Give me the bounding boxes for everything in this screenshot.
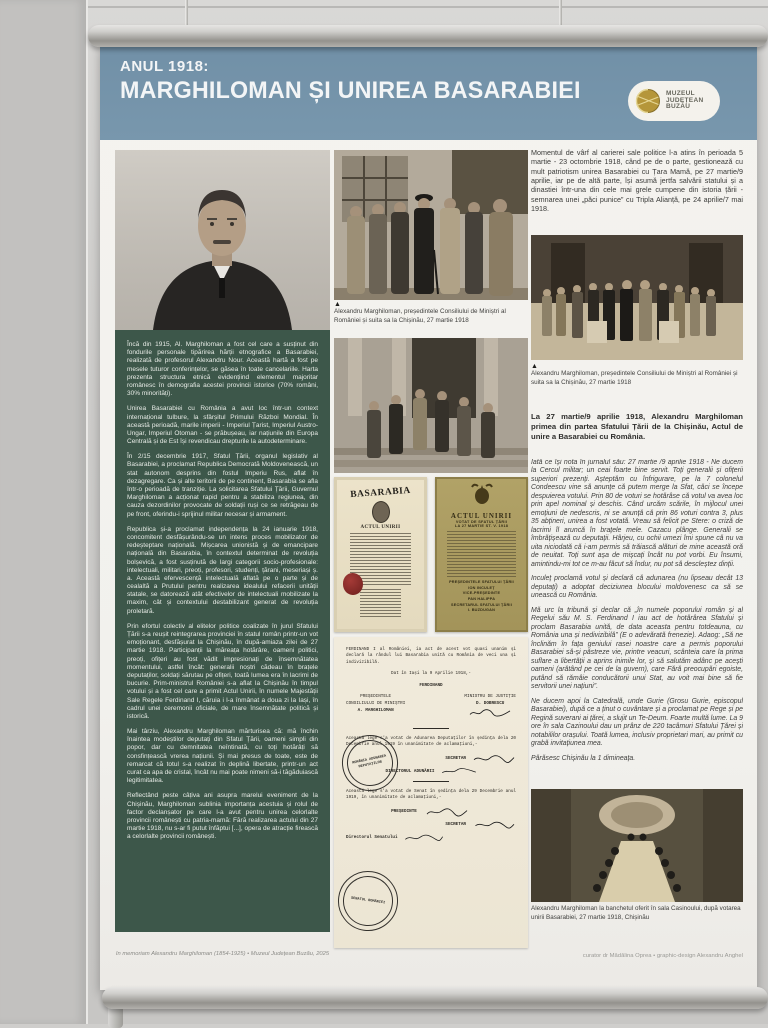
- logo-line: MUZEUL: [666, 89, 695, 97]
- journal-paragraph: Inculeț proclamă votul și declară că adunarea (nu lipseau decât 13 deputați) a adoptat deciziunea blocului moldovenesc ca să se unească cu România.: [531, 575, 743, 600]
- president-label: PREȘEDINTE: [391, 809, 417, 815]
- typed-law-document: [334, 637, 528, 948]
- signature-icon: [423, 807, 471, 817]
- logo-line: JUDEȚEAN: [666, 96, 704, 104]
- wall-seam-line: [0, 6, 768, 8]
- photo-caption-block: [334, 301, 528, 326]
- photo-group-on-steps: [334, 338, 528, 473]
- left-paragraph: Încă din 1915, Al. Marghiloman a fost cel care a susținut din fondurile personale tipărirea hărții etnografice a Basarabiei, realizată de profesorul Alexandru Nour. Această hartă a fost pe mesele tuturor conferințelor, se găsea în toate cancelariile. Harta prezenta structura etnică evidențiind elementul majoritar românesc în demografia acestei provincii istorice (70% români, 30% minorități).: [127, 341, 318, 398]
- footer-in-memoriam: In memoriam Alexandru Marghiloman (1854-1925) • Muzeul Județean Buzău, 2025: [115, 951, 330, 957]
- left-paragraph: Reflectând peste câțiva ani asupra marelui eveniment de la Chișinău, Marghiloman sublinia importanța acestuia și rolul de factor declanșator pe care l-a avut pentru unirea celorlalte provincii românești cu patria-mamă: Fără realizarea actului din 27 martie 1918, nu s-ar fi putut înfăptui [...], opera de atracție firească a celorlalte provincii românești.: [127, 792, 318, 841]
- actul-title: ACTUL UNIRII: [450, 512, 513, 520]
- photo-caption: Alexandru Marghiloman, președintele Consiliului de Miniștri al României și suita sa la Chișinău, 27 martie 1918: [334, 308, 506, 324]
- poster-title: MARGHILOMAN ȘI UNIREA BASARABIEI: [120, 77, 581, 104]
- king-signature-label: FERDINAND: [419, 682, 443, 688]
- signer-line: PREȘEDINTELE SFATULUI ȚĂRII: [449, 580, 514, 584]
- signer-line: VICE-PREȘEDINTE: [462, 591, 501, 596]
- hanging-rail-bottom: [102, 987, 768, 1009]
- left-paragraph: În 2/15 decembrie 1917, Sfatul Țării, organul legislativ al Basarabiei, a proclamat Republica Democrată Moldovenească, un stat autonom desprins din fostul Imperiu Rus, aflat în dezagregare. Ca și alte teritorii de pe continent, Basarabia se afla într-o perioadă de tranziție. La solicitarea Sfatului Țării, Guvernul Marghiloman a acționat rapid pentru a stabiliza regiunea, din cauza dezordinilor provocate de soldații ruși ce se retrăgeau de pe front, oferindu-i sprijinul militar necesar și armament.: [127, 453, 318, 518]
- green-text-panel: [115, 330, 330, 932]
- pm-signatory: [346, 694, 405, 722]
- journal-paragraph: Mă urc la tribună și declar că „în numele poporului român și al Regelui său M. S. Ferdinand I iau act de hotărârea Sfatului și proclam Basarabia unită, de data aceasta pentru totdeauna, cu România una și nedivizibilă” (E o adevărată frenezie). Adaog: „Să ne înclinăm în fața geniului rasei noastre care a permis poporului Basarabiei să-și păstreze vie, printre veacuri, scânteia care la prima suflare a libertății a aprins inimile lor, și să salutăm adânc pe acești oameni (arătând pe cei de la guvern), care Fără preocupări egoiste, putând să rămâie conducătorii unui Stat, au voit mai bine să fie servitorii unei națiuni”.: [531, 606, 743, 691]
- actul-signers: [437, 580, 526, 614]
- divider: [413, 728, 449, 729]
- logo-line: BUZĂU: [666, 103, 691, 111]
- left-paragraph: Prin efortul colectiv al elitelor politice coalizate în jurul Sfatului Țării s-a reușit reintegrarea provinciei în statul român printr-un vot emoționant, desfășurat la Chișinău, în după-amiaza zilei de 27 martie 1918. Participanții la măreața hotărâre, oameni politici, preoți, ofițeri au fost vădit impresionați de însemnătatea momentului, astfel încât: generalii noștri cădeau în brațele deputaților, soldați sărutau pe ofițeri, toată lumea era în lacrimi de bucurie. Prim-ministrul României s-a aflat la Chișinău în timpul votului și a fost cel care a primit Actul Unirii, în numele Majestății Sale Regele Ferdinand I, căruia i l-a înmânat a doua zi la Iași, în cadrul unei ceremonii oficiale, de mare însemnătate politică și istorică.: [127, 622, 318, 720]
- photo-caption: Alexandru Marghiloman la banchetul oferit în sala Casinoului, după votarea unirii Basarabiei, 27 martie 1918, Chișinău: [531, 905, 741, 921]
- photo-banquet-hall: [531, 789, 743, 902]
- pm-title: PREȘEDINTELE: [360, 694, 392, 700]
- footer-credits: curator dr Mădălina Oprea • graphic-design Alexandru Anghel: [582, 953, 743, 959]
- director-senate-label: Directorul Senatului: [346, 835, 398, 841]
- header-kicker: ANUL 1918:: [120, 58, 209, 75]
- wall-corner: [0, 0, 88, 1024]
- pm-title: CONSILIULUI DE MINIȘTRI: [346, 701, 406, 707]
- fine-print-lines: [360, 589, 400, 617]
- aurochs-emblem-icon: [469, 483, 495, 507]
- document-actul-unirii: [435, 477, 528, 632]
- journal-paragraph: Iată ce își nota în jurnalul său: 27 martie /9 aprilie 1918 - Ne ducem la Cercul militar; un ceai foarte bine servit. Toți generalii și ofițerii superiori prezenți. Așteptăm cu înfrigurare, pe la 7 colonelul Condeescu vine să anunțe că putem merge la Sfat, căci se începe despuierea votului. Prin 80 de voturi se hotărâse că votul va avea loc prin apel nominal și deschis. Când urcăm scările, în mijlocul unei emoțiuni de nedescris, ni se anunță că prin 86 voturi contra 3, plus 35 abțineri, unirea a fost votată. Vreau să felicit pe Stere: o criză de lacrimi îl aruncă în brațele mele. Cazacu plânge. Generalii se îmbrățișează cu deputații. Hârjeu, cu ochii umezi îmi spune că nu va uita niciodată că i-am permis să trăiască alături de mine această oră de neuitat. Toți sunt așa de mișcați încât nu pot vorbi. Eu însumi, amintindu-mi tot ce m-au făcut să îndur, nu pot să descleștez dinții.: [531, 459, 743, 568]
- journal-paragraph: Părăsesc Chișinău la 1 dimineața.: [531, 754, 636, 762]
- signature-icon: [404, 833, 444, 843]
- photo-large-group: [531, 235, 743, 360]
- museum-logo: [628, 81, 720, 121]
- documents-row: [334, 477, 528, 632]
- photo-caption: Alexandru Marghiloman, președintele Consiliului de Miniștri al României și suita sa la Chișinău, 27 martie 1918: [531, 370, 738, 386]
- hanging-wire: [185, 0, 188, 28]
- secretary-row: [346, 820, 516, 830]
- signer-line: SECRETARUL SFATULUI ȚĂRII: [451, 602, 512, 607]
- decree-dateline: Dat în Iași la 9 Aprilie 1918,-: [391, 671, 471, 677]
- chamber-vote-note: Această lege s'a votat de Adunarea Deputaților în ședința dela 20 Decembrie anul 1919 în unanimitate de aclamațiuni,-: [346, 735, 516, 748]
- actul-subtitle: LA 27 MARTIE ST. V. 1918: [454, 524, 509, 528]
- director-senate-row: [346, 833, 516, 843]
- signature-icon: [441, 767, 477, 776]
- secretary-label: SECRETAR: [445, 756, 466, 762]
- portrait-medallion-icon: [372, 501, 390, 523]
- mj-name: D. DOBRESCU: [476, 701, 505, 707]
- poster: [100, 45, 757, 990]
- signature-icon: [472, 754, 516, 764]
- header-band: [100, 45, 757, 140]
- signature-icon: [472, 820, 516, 830]
- signer-line: PAN HALIPPA: [467, 597, 496, 602]
- photo-caption-block: [531, 363, 743, 388]
- signer-line: I. BUZDUGAN: [467, 608, 496, 613]
- basarabia-subtitle: ACTUL UNIRII: [360, 525, 401, 530]
- right-intro-text: Momentul de vârf al carierei sale politice l-a atins în perioada 5 martie - 23 octombrie 1918, când pe de o parte, gestionează cu mult patriotism unirea Basarabiei cu Țara Mamă, pe 27 martie/9 aprilie, iar pe de altă parte, își asumă jertfa salvării statului și a dinastiei într-una din cele mai grele cumpene din istoria țării - semnarea unei „păci punice” cu Tripla Alianță, pe 24 aprilie/7 mai 1918.: [531, 148, 743, 214]
- journal-paragraph: Ne ducem apoi la Catedrală, unde Gurie (Grosu Gurie, episcopul Basarabiei), după ce a ținut o cuvântare și a proclamat pe Rege și pe Regină suverani ai țărei, a slujit un Te-Deum. Foarte multă lume. La 9 ore în sala Cazinoului dau un prânz de 220 tacâmuri Sfatului Țărei și notabililor orașului. Toată lumea, inclusiv proprietari mari, au primit cu grabă invitațiunea mea.: [531, 697, 743, 748]
- decree-text: FERDINAND I al României, ia act de acest vot quasi unanim și declară la rândul lui Basarabia unită cu România de veci una și indivizibilă.: [346, 647, 516, 665]
- justice-signatory: [464, 694, 516, 722]
- wax-seal-icon: [343, 573, 363, 595]
- president-row: [346, 807, 516, 817]
- marghiloman-portrait-photo: [115, 150, 330, 330]
- left-paragraph: Republica și-a proclamat independența la 24 ianuarie 1918, concomitent desfășurându-se un intens proces mobilizator de redeșteptare națională. Mișcarea unionistă și de emancipare națională din Basarabia, în contextul determinat de revoluția bolșevică, a fost susținută de largi categorii socio-profesionale: intelectuali, militari, preoți, profesori, studenți, țărani, meseriași ș. a. Această efervescență intelectuală aflată pe o parte și de cealaltă a Prutului pentru realizarea idealului refacerii unității statale, se datorează atât efectivelor de intelectuali mobilizate la maxim, cât și contextului destabilizant generat de revoluția proletară.: [127, 525, 318, 615]
- logo-globe-icon: [635, 88, 661, 114]
- caption-marker: ▲: [334, 301, 341, 308]
- hanging-wire: [559, 0, 562, 28]
- senate-stamp-icon: SENATUL ROMÂNIEI: [334, 867, 402, 935]
- signature-icon: [468, 708, 512, 718]
- basarabia-title: BASARABIA: [349, 485, 412, 501]
- museum-logo-text: [666, 91, 703, 111]
- photo-delegation-building: [334, 150, 528, 300]
- actul-subtitle: VOTAT DE SFATUL ȚĂRII: [455, 520, 508, 524]
- senate-vote-note: Această lege s'a votat de Senat în ședința dela 29 Decembrie anul 1919, în unanimitate de aclamațiuni,-: [346, 788, 516, 801]
- signatories-columns: [346, 694, 516, 722]
- secretary-label: SECRETAR: [445, 822, 466, 828]
- signer-line: ION INCULEȚ: [468, 585, 495, 590]
- caption-marker: ▲: [531, 363, 538, 370]
- lead-paragraph: La 27 martie/9 aprilie 1918, Alexandru Marghiloman primea din partea Sfatului Țării de la Chișinău, Actul de unire a Basarabiei cu România.: [531, 412, 743, 441]
- photo-caption-block: [531, 905, 743, 923]
- chamber-of-deputies-stamp-icon: ROMÂNIA ADUNAREA DEPUTAȚILOR: [337, 730, 403, 796]
- fine-print-lines: [447, 531, 516, 577]
- document-basarabia: [334, 477, 427, 632]
- journal-excerpts: [531, 459, 743, 785]
- pm-name: A. MARGHILOMAN: [357, 707, 394, 713]
- left-paragraph: Unirea Basarabiei cu România a avut loc într-un context internațional tulbure, la sfârșitul Primului Război Mondial. În această perioadă, marile imperii - Imperiul Țarist, Imperiul Austro-Ungar, Imperiul Otoman - se prăbușeau, iar națiunile din Europa Centrală și de Est își revendicau drepturile la autodeterminare.: [127, 405, 318, 446]
- mj-title: MINISTRU DE JUSTIȚIE: [464, 694, 516, 700]
- divider: [413, 781, 449, 782]
- hanging-rail-top: [88, 25, 768, 47]
- left-paragraph: Mai târziu, Alexandru Marghiloman mărturisea că: mă închin înaintea modeștilor deputați din Sfatul Țării, oameni simpli din popor, dar cu demnitatea neîntinată, cu toți hotărâți să consfințească vrerea națiunii. Și mai presus de toate, este de remarcat că totul s-a realizat în deplină libertate, printr-un act curat ca apa de cristal, încât nu mai poate nimeni să-i tăgăduiască legitimitatea.: [127, 728, 318, 785]
- director-chamber-label: DIRECTORUL ADUNĂRII: [385, 768, 435, 774]
